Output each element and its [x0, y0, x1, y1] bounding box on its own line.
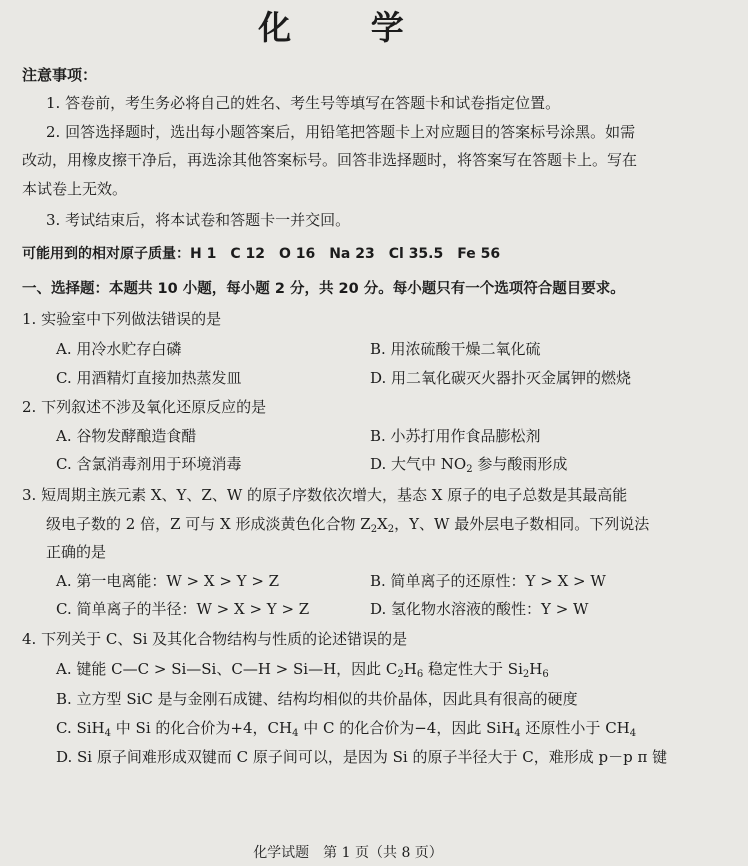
notice-item-2-line-2: 改动，用橡皮擦干净后，再选涂其他答案标号。回答非选择题时，将答案写在答题卡上。写在 [22, 151, 638, 169]
question-3-option-d: D. 氢化物水溶液的酸性：Y > W [370, 600, 589, 618]
question-1-option-d: D. 用二氧化碳灭火器扑灭金属钾的燃烧 [370, 369, 632, 387]
question-1-option-a: A. 用冷水贮存白磷 [56, 340, 182, 358]
section-heading: 一、选择题：本题共 10 小题，每小题 2 分，共 20 分。每小题只有一个选项符合题目要求。 [22, 281, 625, 297]
atomic-mass-line: 可能用到的相对原子质量：H 1 C 12 O 16 Na 23 Cl 35.5 Fe 56 [22, 246, 501, 262]
question-2-stem: 2. 下列叙述不涉及氧化还原反应的是 [22, 398, 267, 416]
page-title: 化 学 [258, 8, 438, 47]
question-3-stem-line-1: 3. 短周期主族元素 X、Y、Z、W 的原子序数依次增大，基态 X 原子的电子总数是其最高能 [22, 486, 628, 504]
notice-item-2-line-3: 本试卷上无效。 [22, 180, 128, 198]
question-2-option-a: A. 谷物发酵酿造食醋 [56, 427, 197, 445]
question-1-option-b: B. 用浓硫酸干燥二氧化硫 [370, 340, 541, 358]
question-2-option-d: D. 大气中 $NO_2$ 参与酸雨形成 [370, 455, 568, 475]
question-3-option-a: A. 第一电离能：W > X > Y > Z [56, 572, 280, 590]
question-3-stem-line-2: 级电子数的 2 倍，Z 可与 X 形成淡黄色化合物 $Z_2X_2$，Y、W 最外层电子数相同。下列说法 [46, 515, 650, 535]
question-4-option-c: C. SiH$_4$ 中 Si 的化合价为+4，$CH_4$ 中 C 的化合价为−4，因此 SiH$_4$ 还原性小于 $CH_4$ [56, 719, 637, 739]
notice-item-3: 3. 考试结束后，将本试卷和答题卡一并交回。 [46, 211, 351, 229]
question-1-option-c: C. 用酒精灯直接加热蒸发皿 [56, 369, 242, 387]
question-4-stem: 4. 下列关于 C、Si 及其化合物结构与性质的论述错误的是 [22, 630, 408, 648]
question-2-option-b: B. 小苏打用作食品膨松剂 [370, 427, 541, 445]
question-4-option-a: A. 键能 C—C > Si—Si、C—H > Si—H，因此 $C_2H_6$ 稳定性大于 $Si_2H_6$ [56, 660, 549, 680]
notice-item-2-line-1: 2. 回答选择题时，选出每小题答案后，用铅笔把答题卡上对应题目的答案标号涂黑。如需 [46, 123, 636, 141]
question-2-option-c: C. 含氯消毒剂用于环境消毒 [56, 455, 242, 473]
question-3-stem-line-3: 正确的是 [46, 543, 107, 561]
notice-item-1: 1. 答卷前，考生务必将自己的姓名、考生号等填写在答题卡和试卷指定位置。 [46, 94, 561, 112]
question-1-stem: 1. 实验室中下列做法错误的是 [22, 310, 222, 328]
question-4-option-b: B. 立方型 SiC 是与金刚石成键、结构均相似的共价晶体，因此具有很高的硬度 [56, 690, 578, 708]
question-3-option-b: B. 简单离子的还原性：Y > X > W [370, 572, 606, 590]
notice-heading: 注意事项： [22, 66, 98, 84]
page-footer: 化学试题 第 1 页（共 8 页） [253, 845, 443, 861]
question-4-option-d: D. Si 原子间难形成双键而 C 原子间可以，是因为 Si 的原子半径大于 C，难形成 p－p π 键 [56, 748, 668, 766]
question-3-option-c: C. 简单离子的半径：W > X > Y > Z [56, 600, 310, 618]
